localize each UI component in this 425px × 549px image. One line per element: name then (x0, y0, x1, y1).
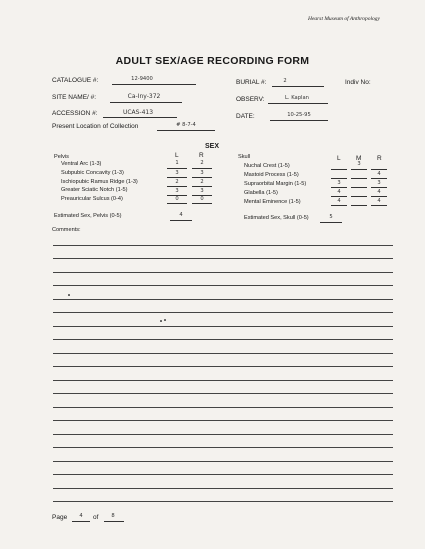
comment-line (53, 339, 393, 340)
skull-row-l-line (331, 205, 347, 206)
skull-row-r-line (371, 178, 387, 179)
scan-speck (160, 320, 162, 322)
skull-col-l: L (337, 155, 341, 162)
comment-line (53, 393, 393, 394)
skull-row-label: Supraorbital Margin (1-5) (244, 181, 307, 187)
skull-row-r-line (371, 169, 387, 170)
skull-row-m-value: 3 (357, 161, 361, 167)
pelvis-row-r-value: 3 (200, 188, 204, 194)
pelvis-estimate-line (170, 220, 192, 221)
date-label: DATE: (236, 113, 255, 120)
skull-row-l-value: 3 (337, 180, 341, 186)
skull-row-label: Mastoid Process (1-5) (244, 172, 299, 178)
accession-label: ACCESSION #: (52, 110, 98, 117)
skull-row-r-line (371, 187, 387, 188)
skull-row-r-value: 3 (377, 180, 381, 186)
skull-col-m: M (356, 155, 362, 162)
site-value: Ca-Iny-372 (127, 93, 161, 100)
skull-estimate-label: Estimated Sex, Skull (0-5) (244, 215, 309, 221)
skull-row-r-line (371, 205, 387, 206)
skull-row-label: Nuchal Crest (1-5) (244, 163, 290, 169)
accession-value: UCAS-413 (122, 109, 154, 116)
skull-col-r: R (377, 155, 382, 162)
of-line (104, 521, 124, 522)
skull-row-r-line (371, 196, 387, 197)
form-title: ADULT SEX/AGE RECORDING FORM (115, 55, 310, 67)
pelvis-estimate-value: 4 (179, 212, 183, 218)
accession-line (103, 117, 177, 118)
comment-line (53, 407, 393, 408)
observ-value: L. Kaplan (285, 95, 309, 101)
comment-line (53, 258, 393, 259)
observ-line (268, 103, 328, 104)
comment-line (53, 285, 393, 286)
pelvis-row-label: Greater Sciatic Notch (1-5) (61, 187, 128, 193)
of-value: 8 (111, 513, 115, 519)
pelvis-row-r-value: 3 (200, 170, 204, 176)
comment-line (53, 474, 393, 475)
pelvis-row-l-value: 3 (175, 170, 179, 176)
skull-row-m-line (351, 196, 367, 197)
pelvis-row-r-value: 2 (200, 179, 204, 185)
pelvis-row-l-line (167, 168, 187, 169)
pelvis-row-l-value: 0 (175, 196, 179, 202)
skull-row-l-line (331, 187, 347, 188)
pelvis-row-r-line (192, 186, 212, 187)
date-line (270, 120, 328, 121)
skull-estimate-line (320, 222, 342, 223)
of-label: of (93, 514, 99, 521)
pelvis-col-r: R (199, 152, 204, 159)
location-line (157, 130, 215, 131)
site-label: SITE NAME/ #: (52, 94, 97, 101)
pelvis-row-label: Ventral Arc (1-3) (61, 161, 102, 167)
location-value: # 8-7-4 (176, 122, 196, 128)
pelvis-estimate-label: Estimated Sex, Pelvis (0-5) (54, 213, 122, 219)
burial-value: 2 (283, 78, 287, 84)
skull-row-l-line (331, 196, 347, 197)
skull-estimate-value: 5 (329, 214, 333, 220)
date-value: 10-25-95 (287, 112, 311, 118)
comment-line (53, 245, 393, 246)
indiv-label: Indiv No: (345, 79, 371, 86)
pelvis-row-label: Subpubic Concavity (1-3) (61, 170, 124, 176)
skull-heading: Skull (238, 154, 251, 160)
observ-label: OBSERV: (236, 96, 265, 103)
pelvis-row-r-value: 2 (200, 160, 204, 166)
comment-line (53, 488, 393, 489)
pelvis-row-l-value: 1 (175, 160, 179, 166)
catalogue-line (112, 84, 196, 85)
pelvis-row-l-value: 3 (175, 188, 179, 194)
pelvis-row-r-line (192, 203, 212, 204)
pelvis-row-label: Ischiopubic Ramus Ridge (1-3) (61, 179, 138, 185)
skull-row-l-value: 4 (337, 189, 341, 195)
comment-line (53, 312, 393, 313)
pelvis-row-r-line (192, 168, 212, 169)
comments-label: Comments: (52, 227, 81, 233)
comment-line (53, 380, 393, 381)
page-line (72, 521, 90, 522)
skull-row-r-value: 4 (377, 171, 381, 177)
catalogue-label: CATALOGUE #: (52, 77, 99, 84)
comment-line (53, 447, 393, 448)
skull-row-m-line (351, 205, 367, 206)
skull-row-label: Mental Eminence (1-5) (244, 199, 301, 205)
comment-line (53, 420, 393, 421)
museum-name: Hearst Museum of Anthropology (308, 16, 380, 22)
pelvis-row-label: Preauricular Sulcus (0-4) (61, 196, 123, 202)
burial-line (272, 86, 324, 87)
sex-heading: SEX (205, 143, 220, 150)
comment-line (53, 326, 393, 327)
pelvis-row-l-line (167, 186, 187, 187)
skull-row-l-line (331, 178, 347, 179)
skull-row-l-value: 4 (337, 198, 341, 204)
pelvis-row-l-value: 2 (175, 179, 179, 185)
pelvis-heading: Pelvis (54, 154, 69, 160)
site-line (110, 102, 182, 103)
scan-speck (164, 319, 166, 321)
comment-line (53, 272, 393, 273)
catalogue-value: 12-9400 (131, 76, 153, 82)
comment-line (53, 501, 393, 502)
comment-line (53, 299, 393, 300)
skull-row-label: Glabella (1-5) (244, 190, 278, 196)
comment-line (53, 434, 393, 435)
skull-row-m-line (351, 169, 367, 170)
skull-row-m-line (351, 178, 367, 179)
page-label: Page (52, 514, 68, 521)
burial-label: BURIAL #: (236, 79, 267, 86)
pelvis-col-l: L (175, 152, 179, 159)
pelvis-row-r-line (192, 177, 212, 178)
skull-row-r-value: 4 (377, 198, 381, 204)
skull-row-m-line (351, 187, 367, 188)
pelvis-row-l-line (167, 177, 187, 178)
pelvis-row-r-value: 0 (200, 196, 204, 202)
comment-line (53, 353, 393, 354)
skull-row-l-line (331, 169, 347, 170)
pelvis-row-l-line (167, 203, 187, 204)
page-value: 4 (79, 513, 83, 519)
comment-line (53, 366, 393, 367)
comment-line (53, 461, 393, 462)
skull-row-r-value: 4 (377, 189, 381, 195)
location-label: Present Location of Collection (52, 123, 139, 130)
scan-speck (68, 294, 70, 296)
